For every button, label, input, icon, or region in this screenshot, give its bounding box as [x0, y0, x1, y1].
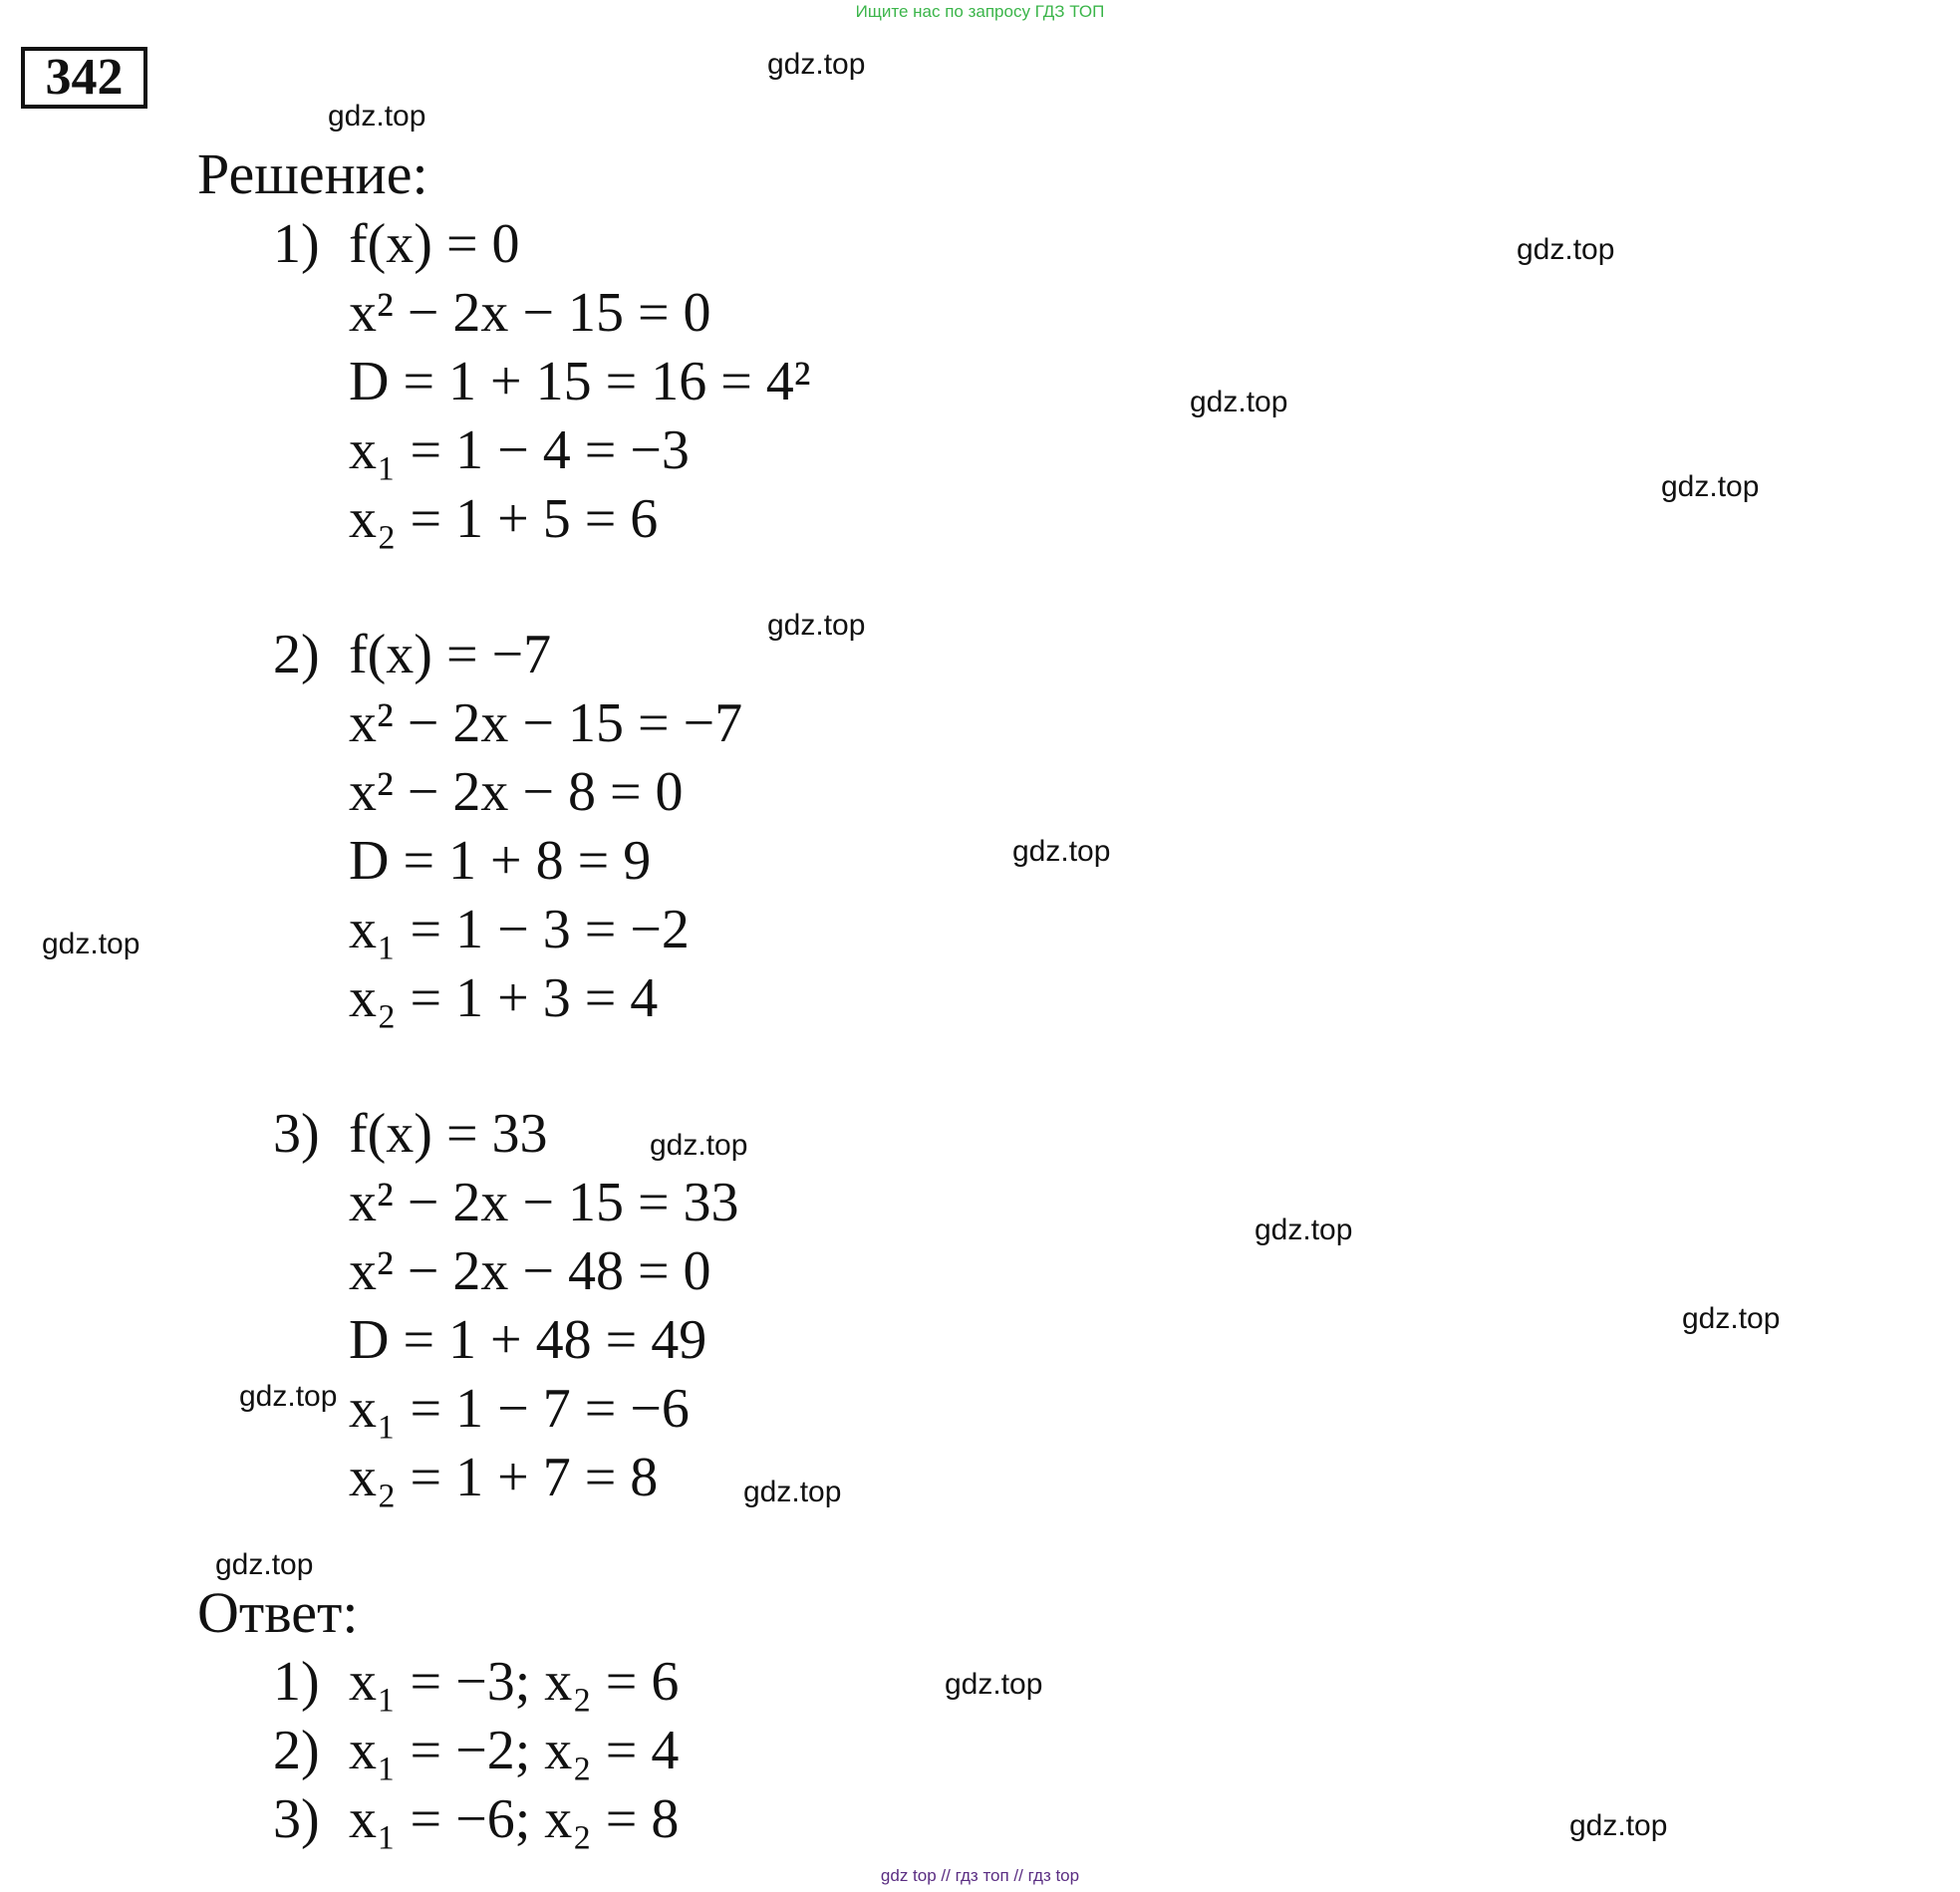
part-3-discriminant: D = 1 + 48 = 49: [349, 1309, 707, 1371]
watermark: gdz.top: [945, 1668, 1043, 1701]
watermark: gdz.top: [767, 609, 866, 642]
part-1-fx: f(x) = 0: [349, 213, 520, 275]
solution-heading: Решение:: [197, 141, 428, 206]
answer-3: x₁ = −6; x₂ = 8: [349, 1788, 680, 1850]
watermark: gdz.top: [650, 1129, 748, 1162]
watermark: gdz.top: [1190, 386, 1288, 418]
watermark: gdz.top: [42, 928, 140, 960]
watermark: gdz.top: [743, 1476, 842, 1508]
answer-3-label: 3): [273, 1788, 320, 1850]
part-1-root-2: x₂ = 1 + 5 = 6: [349, 488, 659, 550]
watermark: gdz.top: [1569, 1809, 1668, 1842]
part-2-label: 2): [273, 624, 320, 685]
watermark: gdz.top: [328, 100, 426, 133]
watermark: gdz.top: [239, 1380, 338, 1413]
part-2-root-1: x₁ = 1 − 3 = −2: [349, 899, 690, 960]
watermark: gdz.top: [1255, 1214, 1353, 1246]
watermark: gdz.top: [1661, 470, 1760, 503]
part-3-equation-reduced: x² − 2x − 48 = 0: [349, 1240, 711, 1302]
watermark: gdz.top: [767, 48, 866, 81]
watermark: gdz.top: [215, 1548, 314, 1581]
part-1-discriminant: D = 1 + 15 = 16 = 4²: [349, 351, 811, 412]
watermark: gdz.top: [1517, 233, 1615, 266]
part-3-equation: x² − 2x − 15 = 33: [349, 1172, 739, 1233]
watermark: gdz.top: [1012, 835, 1111, 868]
answer-2: x₁ = −2; x₂ = 4: [349, 1720, 680, 1781]
top-banner: Ищите нас по запросу ГДЗ ТОП: [855, 2, 1105, 21]
answer-heading: Ответ:: [197, 1580, 359, 1645]
answer-2-label: 2): [273, 1720, 320, 1781]
part-1-root-1: x₁ = 1 − 4 = −3: [349, 419, 690, 481]
answer-1-label: 1): [273, 1651, 320, 1713]
part-2-equation-reduced: x² − 2x − 8 = 0: [349, 761, 684, 823]
part-3-root-2: x₂ = 1 + 7 = 8: [349, 1447, 659, 1508]
part-3-fx: f(x) = 33: [349, 1103, 548, 1165]
part-3-root-1: x₁ = 1 − 7 = −6: [349, 1378, 690, 1440]
part-2-root-2: x₂ = 1 + 3 = 4: [349, 967, 659, 1029]
part-3-label: 3): [273, 1103, 320, 1165]
part-2-discriminant: D = 1 + 8 = 9: [349, 830, 652, 892]
part-1-label: 1): [273, 213, 320, 275]
footer: gdz top // гдз топ // гдз top: [880, 1866, 1080, 1885]
part-2-equation: x² − 2x − 15 = −7: [349, 692, 743, 754]
answer-1: x₁ = −3; x₂ = 6: [349, 1651, 680, 1713]
part-1-equation: x² − 2x − 15 = 0: [349, 282, 711, 344]
problem-number: 342: [21, 47, 147, 109]
watermark: gdz.top: [1682, 1302, 1781, 1335]
part-2-fx: f(x) = −7: [349, 624, 552, 685]
